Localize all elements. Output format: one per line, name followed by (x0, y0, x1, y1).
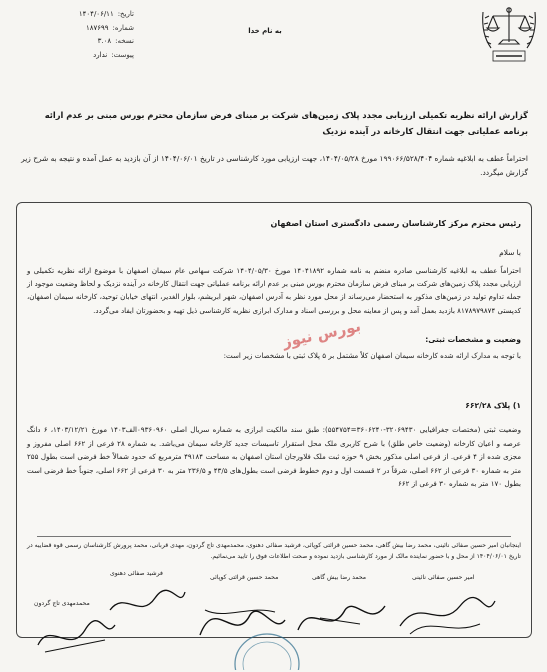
watermark-text: بورس نیوز (280, 316, 363, 352)
signature-scrawl (290, 588, 390, 643)
signature-name: فرشید صفائی دهنوی (110, 570, 163, 577)
signature-name: محمد رضا بیش گاهی (312, 574, 367, 581)
plaque-heading: ۱) پلاک ۶۶۲/۲۸ (465, 401, 521, 410)
signature-name: امیر حسین صفائی نائینی (412, 574, 475, 581)
meta-key: پیوست: (111, 50, 134, 59)
registration-section-desc: با توجه به مدارک ارائه شده کارخانه سیمان اصفهان کلاً مشتمل بر ۵ پلاک ثبتی با مشخصات زیر است: (223, 351, 521, 360)
meta-row-attachment (14, 49, 134, 63)
meta-value: ۳.۰۸ (97, 37, 112, 45)
signature-name: محمدمهدی تاج گردون (34, 600, 90, 607)
judiciary-emblem-logo (477, 4, 541, 64)
signature-scrawl (390, 586, 500, 641)
official-stamp (232, 626, 302, 670)
experts-statement: اینجانبان امیر حسین صفائی نائینی، محمد رضا بیش گاهی، محمد حسین قرائتی کوپائی، فرشید صفائی دهنوی، محمدمهدی تاج گردون، مهدی قربانی، محمد پرورش کارشناسان رسمی قوه قضاییه در تاریخ ۱۴۰۴/۰۶/۰۱ از محل و با حضور نماینده مالک از مورد کارشناسی بازدید نموده و صحت اطلاعات فوق را تایید می‌نمائیم. (27, 542, 521, 560)
registration-section-title: وضعیت و مشخصات ثبتی: (425, 335, 521, 344)
meta-key: تاریخ: (117, 10, 134, 18)
letter-body-paragraph: احتراماً عطف به ابلاغیه کارشناسی صادره منضم به نامه شماره ۱۴۰۴۱۸۹۲ مورخ ۱۴۰۴/۰۵/۳۰ شرکت سهامی عام سیمان اصفهان با موضوع ارائه نظریه تکمیلی و ارزیابی مجدد پلاک زمین‌های شرکت بر مبنای فرض سازمان محترم بورس مبنی بر عدم ارائه برنامه عملیاتی جهت انتقال کارخانه در آینده نزدیک و لحاظ وضعیت موجود از جمله تداوم تولید در زمین‌های مذکور به استحضار می‌رساند از محل مورد نظر به آدرس اصفهان، شهر ابریشم، بلوار الغدیر، انتهای خیابان توحید، کارخانه سیمان اصفهان، کدپستی ۸۱۷۸۹۷۹۸۷۴ بازدید بعمل آمد و پس از معاینه محل و بررسی اسناد و مدارک ابرازی نظریه کارشناسی ذیل تهیه و بحضورتان ایفاد می‌گردد. (27, 266, 521, 315)
meta-row-version (14, 35, 134, 49)
letter-addressee: رئیس محترم مرکز کارشناسان رسمی دادگستری استان اصفهان (270, 219, 521, 228)
meta-key: شماره: (112, 23, 134, 32)
intro-paragraph: احتراماً عطف به ابلاغیه شماره ۱۹۹۰۶۶/۵۲۸/۴۰۴ مورخ ۱۴۰۴/۰۵/۲۸، جهت ارزیابی مورد کارشناسی در تاریخ ۱۴۰۴/۰۶/۰۱ از آن بازدید به عمل آمده و نتیجه به شرح زیر گزارش میگردد. (21, 154, 528, 177)
meta-value: ۱۴۰۴/۰۶/۱۱ (78, 10, 114, 18)
meta-row-date (14, 8, 134, 22)
report-title: گزارش ارائه نظریه تکمیلی ارزیابی مجدد پلاک زمین‌های شرکت بر مبنای فرض سازمان محترم بورس مبنی بر عدم ارائه برنامه عملیاتی جهت انتقال کارخانه در آینده نزدیک (44, 110, 528, 136)
signature-scrawl (30, 610, 120, 660)
meta-value: ندارد (93, 50, 108, 59)
document-meta (14, 8, 134, 62)
letter-greeting: با سلام (499, 248, 521, 257)
meta-key: نسخه: (115, 37, 134, 45)
letter-box (16, 202, 532, 638)
plaque-description: وضعیت ثبتی (مختصات جغرافیایی ۳۲۰۶۹۴۳۰-۳۶۰۶۲۴۰=۵۵۴۷۵۴): طبق سند مالکیت ابرازی به شماره سریال اصلی ۰۹۳۶۰۹۶۰الف۱۴۰۳ مورخ ۱۴۰۳/۱۲/۲۱، ۶ دانگ عرصه و اعیان کارخانه (وضعیت خاص طلق) با شرح کاربری ملک محل استقرار تاسیسات جدید کارخانه سیمان می‌باشد. به شماره ۲۸ فرعی از ۶۶۲ اصلی مفروز و مجزی شده از ۴ فرعی. از فرعی اصلی مذکور بخش ۹ حوزه ثبت ملک فلاورجان استان اصفهان به مساحت ۴۹۱۸۴ مترمربع که حدود شمالاً خط فرضی است بطول ۲۵۵ متر به شماره ۳۰ فرعی از ۶۶۲ اصلی، شرقاً در ۲ قسمت اول و دوم خطوط فرضی است بطول‌های ۴۳/۵ و ۲۳۶/۵ متر به ۳۰ فرعی از ۶۶۲ اصلی، جنوباً خط فرضی است بطول ۱۷۰ متر به شماره ۳۰ فرعی از ۶۶۲ (27, 425, 521, 489)
meta-row-number (14, 22, 134, 36)
divider (37, 536, 511, 537)
meta-value: ۱۸۷۶۹۹ (85, 23, 109, 32)
signature-name: محمد حسین قرائتی کوپائی (210, 574, 279, 581)
basmala-heading: به نام خدا (248, 27, 282, 35)
